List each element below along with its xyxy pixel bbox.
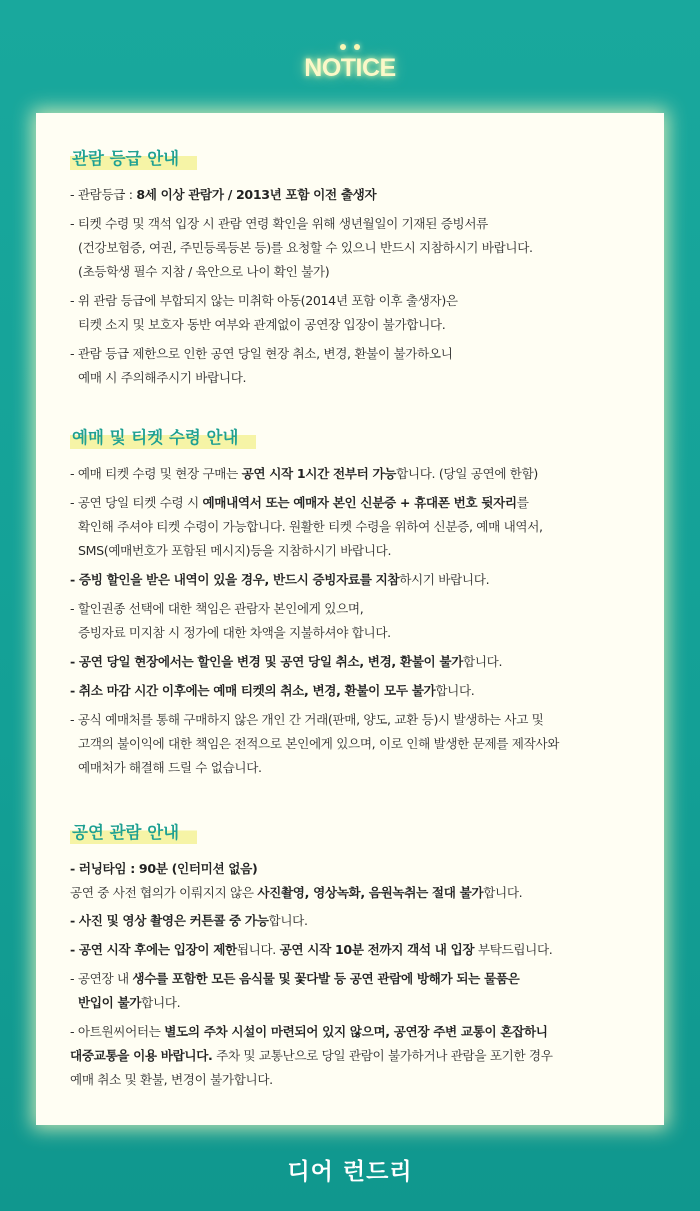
notice-line: [70, 909, 630, 933]
notice-text: (초등학생 필수 지참 / 육안으로 나이 확인 불가): [78, 264, 330, 279]
notice-line: [70, 967, 630, 991]
notice-text: - 티켓 수령 및 객석 입장 시 관람 연령 확인을 위해 생년월일이 기재된 증빙서류: [70, 216, 488, 231]
notice-line: [70, 756, 630, 780]
emphasis-text: - 사진 및 영상 촬영은 커튼콜 중 가능: [70, 913, 269, 928]
notice-text: 예매 취소 및 환불, 변경이 불가합니다.: [70, 1072, 273, 1087]
notice-line: [70, 1020, 630, 1044]
section-title: 공연 관람 안내: [70, 819, 197, 844]
notice-line: [70, 366, 630, 390]
section-title: 예매 및 티켓 수령 안내: [70, 424, 256, 449]
notice-line: [70, 539, 630, 563]
notice-line: [70, 732, 630, 756]
notice-item: [70, 342, 630, 390]
notice-item: [70, 967, 630, 1015]
section-ticket-pickup: [70, 424, 630, 785]
notice-text: 공연 중 사전 협의가 이뤄지지 않은: [70, 885, 258, 900]
notice-text: - 예매 티켓 수령 및 현장 구매는: [70, 466, 242, 481]
notice-line: [70, 597, 630, 621]
notice-text: 확인해 주셔야 티켓 수령이 가능합니다. 원활한 티켓 수령을 위하여 신분증, 예매 내역서,: [78, 519, 543, 534]
notice-line: [70, 313, 630, 337]
emphasis-text: - 취소 마감 시간 이후에는 예매 티켓의 취소, 변경, 환불이 모두 불가: [70, 683, 436, 698]
notice-line: [70, 515, 630, 539]
notice-text: - 아트원씨어터는: [70, 1024, 165, 1039]
notice-text: 하시기 바랍니다.: [399, 572, 490, 587]
notice-text: 주차 및 교통난으로 당일 관람이 불가하거나 관람을 포기한 경우: [212, 1048, 553, 1063]
notice-text: 합니다. (당일 공연에 한함): [396, 466, 538, 481]
emphasis-text: 공연 시작 10분 전까지 객석 내 입장: [279, 942, 475, 957]
notice-line: [70, 881, 630, 905]
notice-text: 합니다.: [483, 885, 523, 900]
notice-text: 를: [516, 495, 529, 510]
notice-text: 예매 시 주의해주시기 바랍니다.: [78, 370, 247, 385]
notice-line: [70, 1044, 630, 1068]
notice-panel: [36, 113, 664, 1125]
section-age-rating: [70, 145, 630, 395]
notice-line: [70, 183, 630, 207]
notice-item: [70, 909, 630, 933]
notice-line: [70, 938, 630, 962]
notice-line: [70, 491, 630, 515]
notice-text: 합니다.: [435, 683, 475, 698]
notice-line: [70, 1068, 630, 1092]
notice-line: [70, 679, 630, 703]
notice-text: - 관람등급 :: [70, 187, 137, 202]
notice-item: [70, 289, 630, 337]
notice-item: [70, 212, 630, 284]
notice-item: [70, 708, 630, 780]
notice-item: [70, 1020, 630, 1092]
notice-item: [70, 597, 630, 645]
emphasis-text: 공연 시작 1시간 전부터 가능: [241, 466, 397, 481]
notice-text: 합니다.: [268, 913, 308, 928]
emphasis-text: - 증빙 할인을 받은 내역이 있을 경우, 반드시 증빙자료를 지참: [70, 572, 400, 587]
notice-line: [70, 236, 630, 260]
decorative-dots: [0, 35, 700, 54]
notice-line: [70, 568, 630, 592]
emphasis-text: 예매내역서 또는 예매자 본인 신분증 + 휴대폰 번호 뒷자리: [202, 495, 517, 510]
emphasis-text: - 공연 당일 현장에서는 할인을 변경 및 공연 당일 취소, 변경, 환불이 불가: [70, 654, 463, 669]
notice-line: [70, 342, 630, 366]
emphasis-text: 별도의 주차 시설이 마련되어 있지 않으며, 공연장 주변 교통이 혼잡하니: [164, 1024, 548, 1039]
dot-right: [354, 44, 360, 50]
notice-text: 증빙자료 미지참 시 정가에 대한 차액을 지불하셔야 합니다.: [78, 625, 391, 640]
section-title: 관람 등급 안내: [70, 145, 197, 170]
notice-item: [70, 857, 630, 905]
notice-text: - 공연장 내: [70, 971, 133, 986]
notice-title: NOTICE: [304, 54, 396, 82]
dot-left: [340, 44, 346, 50]
notice-item: [70, 679, 630, 703]
notice-item: [70, 462, 630, 486]
notice-text: 예매처가 해결해 드릴 수 없습니다.: [78, 760, 262, 775]
emphasis-text: 대중교통을 이용 바랍니다.: [70, 1048, 213, 1063]
notice-line: [70, 708, 630, 732]
notice-line: [70, 621, 630, 645]
notice-line: [70, 212, 630, 236]
notice-item: [70, 183, 630, 207]
notice-line: [70, 260, 630, 284]
notice-item: [70, 650, 630, 674]
notice-text: (건강보험증, 여권, 주민등록등본 등)를 요청할 수 있으니 반드시 지참하시기 바랍니다.: [78, 240, 533, 255]
notice-line: [70, 991, 630, 1015]
section-show-viewing: [70, 819, 630, 1097]
notice-text: 고객의 불이익에 대한 책임은 전적으로 본인에게 있으며, 이로 인해 발생한 문제를 제작사와: [78, 736, 560, 751]
notice-text: 합니다.: [141, 995, 181, 1010]
notice-text: 됩니다.: [236, 942, 280, 957]
notice-item: [70, 491, 630, 563]
emphasis-text: - 러닝타임 : 90분 (인터미션 없음): [70, 861, 258, 876]
notice-text: - 관람 등급 제한으로 인한 공연 당일 현장 취소, 변경, 환불이 불가하오니: [70, 346, 453, 361]
notice-text: - 위 관람 등급에 부합되지 않는 미취학 아동(2014년 포함 이후 출생자)은: [70, 293, 458, 308]
notice-text: - 공연 당일 티켓 수령 시: [70, 495, 203, 510]
notice-line: [70, 857, 630, 881]
brand-logo: 디어 런드리: [287, 1159, 413, 1185]
emphasis-text: - 공연 시작 후에는 입장이 제한: [70, 942, 237, 957]
emphasis-text: 반입이 불가: [78, 995, 142, 1010]
notice-text: SMS(예매번호가 포함된 메시지)등을 지참하시기 바랍니다.: [78, 543, 392, 558]
emphasis-text: 사진촬영, 영상녹화, 음원녹취는 절대 불가: [257, 885, 484, 900]
notice-line: [70, 650, 630, 674]
notice-item: [70, 938, 630, 962]
notice-text: 부탁드립니다.: [474, 942, 553, 957]
notice-line: [70, 462, 630, 486]
notice-line: [70, 289, 630, 313]
notice-text: - 공식 예매처를 통해 구매하지 않은 개인 간 거래(판매, 양도, 교환 등)시 발생하는 사고 및: [70, 712, 544, 727]
notice-text: 합니다.: [463, 654, 503, 669]
emphasis-text: 생수를 포함한 모든 음식물 및 꽃다발 등 공연 관람에 방해가 되는 물품은: [132, 971, 520, 986]
emphasis-text: 8세 이상 관람가 / 2013년 포함 이전 출생자: [136, 187, 377, 202]
notice-text: 티켓 소지 및 보호자 동반 여부와 관계없이 공연장 입장이 불가합니다.: [78, 317, 446, 332]
notice-text: - 할인권종 선택에 대한 책임은 관람자 본인에게 있으며,: [70, 601, 364, 616]
notice-item: [70, 568, 630, 592]
